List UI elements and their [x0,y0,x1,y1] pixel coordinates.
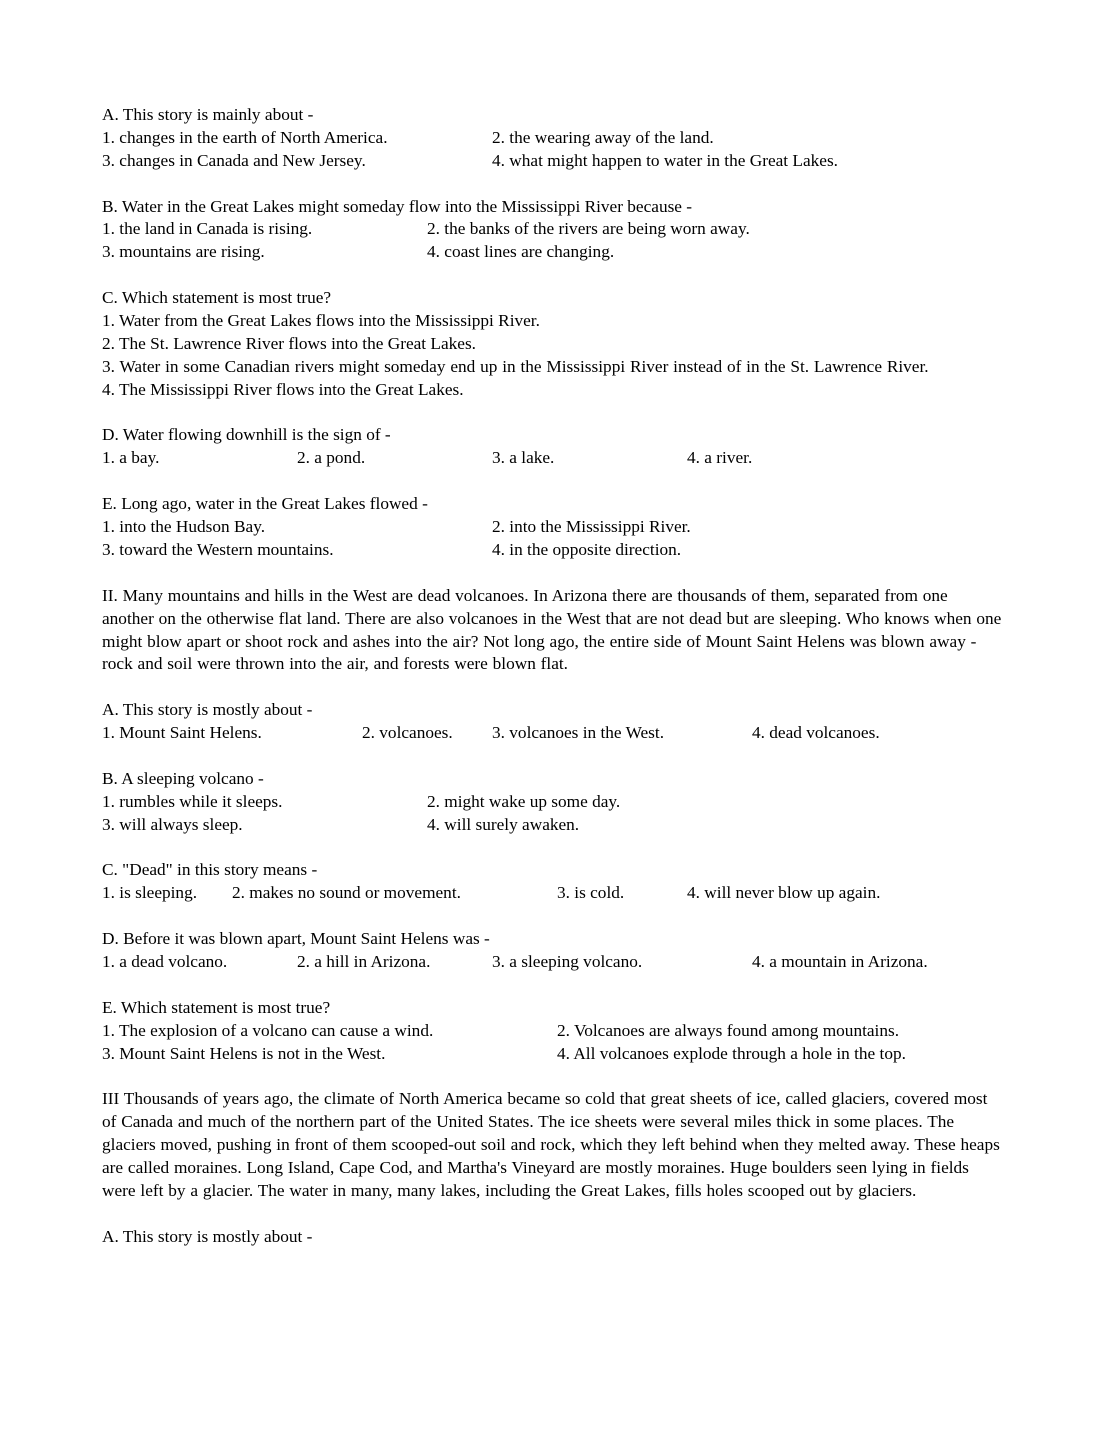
question-text: A. This story is mostly about - [102,700,313,720]
option-4: 4. coast lines are changing. [427,242,615,262]
question-text: E. Which statement is most true? [102,997,331,1017]
passage-iii: III Thousands of years ago, the climate of North America became so cold that great sheets of ice, called glaciers, covered most of Canada and much of the northern part of the United States. The ice sheets were several miles thick in some places. The glaciers moved, pushing in front of them scooped-out soil and rock, which they left behind when they melted away. These heaps are called moraines. Long Island, Cape Cod, and Martha's Vineyard are mostly moraines. Huge boulders seen lying in fields were left by a glacier. The water in many, many lakes, including the Great Lakes, fills holes scooped out by glaciers. [102,1089,1000,1200]
worksheet [102,104,1002,1272]
question-text: B. Water in the Great Lakes might someday flow into the Mississippi River because - [102,196,693,216]
option-3: 3. changes in Canada and New Jersey. [102,150,366,170]
option-1: 1. The explosion of a volcano can cause a wind. [102,1020,434,1040]
question-s3-a [102,1226,1002,1249]
option-3: 3. mountains are rising. [102,242,265,262]
option-4: 4. The Mississippi River flows into the Great Lakes. [102,379,464,399]
question-text: C. "Dead" in this story means - [102,860,318,880]
question-s2-d [102,928,1002,974]
option-4: 4. will surely awaken. [427,814,580,834]
passage-ii: II. Many mountains and hills in the West are dead volcanoes. In Arizona there are thousands of them, separated from one another on the otherwise flat land. There are also volcanoes in the West that are not dead but are sleeping. Who knows when one might blow apart or shoot rock and ashes into the air? Not long ago, the entire side of Mount Saint Helens was blown away - rock and soil were thrown into the air, and forests were blown flat. [102,585,1002,674]
question-text: A. This story is mainly about - [102,105,314,124]
option-4: 4. will never blow up again. [687,883,881,903]
option-2: 2. a hill in Arizona. [297,952,431,972]
option-1: 1. into the Hudson Bay. [102,517,266,537]
option-1: 1. Water from the Great Lakes flows into the Mississippi River. [102,311,540,331]
question-text: A. This story is mostly about - [102,1226,313,1246]
question-text: D. Water flowing downhill is the sign of - [102,425,391,445]
option-3: 3. will always sleep. [102,814,243,834]
option-2: 2. Volcanoes are always found among mountains. [557,1020,900,1040]
question-s2-e [102,997,1002,1066]
option-1: 1. is sleeping. [102,883,198,903]
option-4: 4. a mountain in Arizona. [752,952,928,972]
question-text: D. Before it was blown apart, Mount Saint Helens was - [102,929,490,949]
option-1: 1. a bay. [102,448,160,468]
option-1: 1. rumbles while it sleeps. [102,791,283,811]
question-s1-b [102,196,1002,265]
question-text: B. A sleeping volcano - [102,768,264,788]
question-s2-c [102,859,1002,905]
option-3: 3. is cold. [557,883,625,903]
option-2: 2. volcanoes. [362,723,453,743]
option-1: 1. changes in the earth of North America. [102,127,388,147]
question-text: C. Which statement is most true? [102,288,332,308]
option-4: 4. All volcanoes explode through a hole in the top. [557,1043,906,1063]
question-s1-d [102,424,1002,470]
option-2: 2. makes no sound or movement. [232,883,461,903]
option-2: 2. the banks of the rivers are being worn away. [427,219,750,239]
question-s1-a [102,104,1002,173]
option-1: 1. the land in Canada is rising. [102,219,313,239]
option-1: 1. Mount Saint Helens. [102,723,262,743]
option-4: 4. dead volcanoes. [752,723,880,743]
option-3: 3. volcanoes in the West. [492,723,665,743]
option-4: 4. what might happen to water in the Great Lakes. [492,150,838,170]
option-3: 3. a sleeping volcano. [492,952,643,972]
question-s2-b [102,768,1002,837]
option-3: 3. Water in some Canadian rivers might someday end up in the Mississippi River instead of in the St. Lawrence River. [102,356,929,376]
option-3: 3. a lake. [492,448,555,468]
option-3: 3. toward the Western mountains. [102,539,334,559]
question-s1-c [102,287,1002,401]
question-s2-a [102,699,1002,745]
option-2: 2. The St. Lawrence River flows into the Great Lakes. [102,333,476,353]
question-text: E. Long ago, water in the Great Lakes flowed - [102,494,428,514]
option-3: 3. Mount Saint Helens is not in the West. [102,1043,386,1063]
option-2: 2. a pond. [297,448,366,468]
option-2: 2. into the Mississippi River. [492,517,691,537]
option-2: 2. might wake up some day. [427,791,621,811]
option-4: 4. a river. [687,448,753,468]
option-4: 4. in the opposite direction. [492,539,682,559]
option-2: 2. the wearing away of the land. [492,127,714,147]
question-s1-e [102,493,1002,562]
option-1: 1. a dead volcano. [102,952,228,972]
